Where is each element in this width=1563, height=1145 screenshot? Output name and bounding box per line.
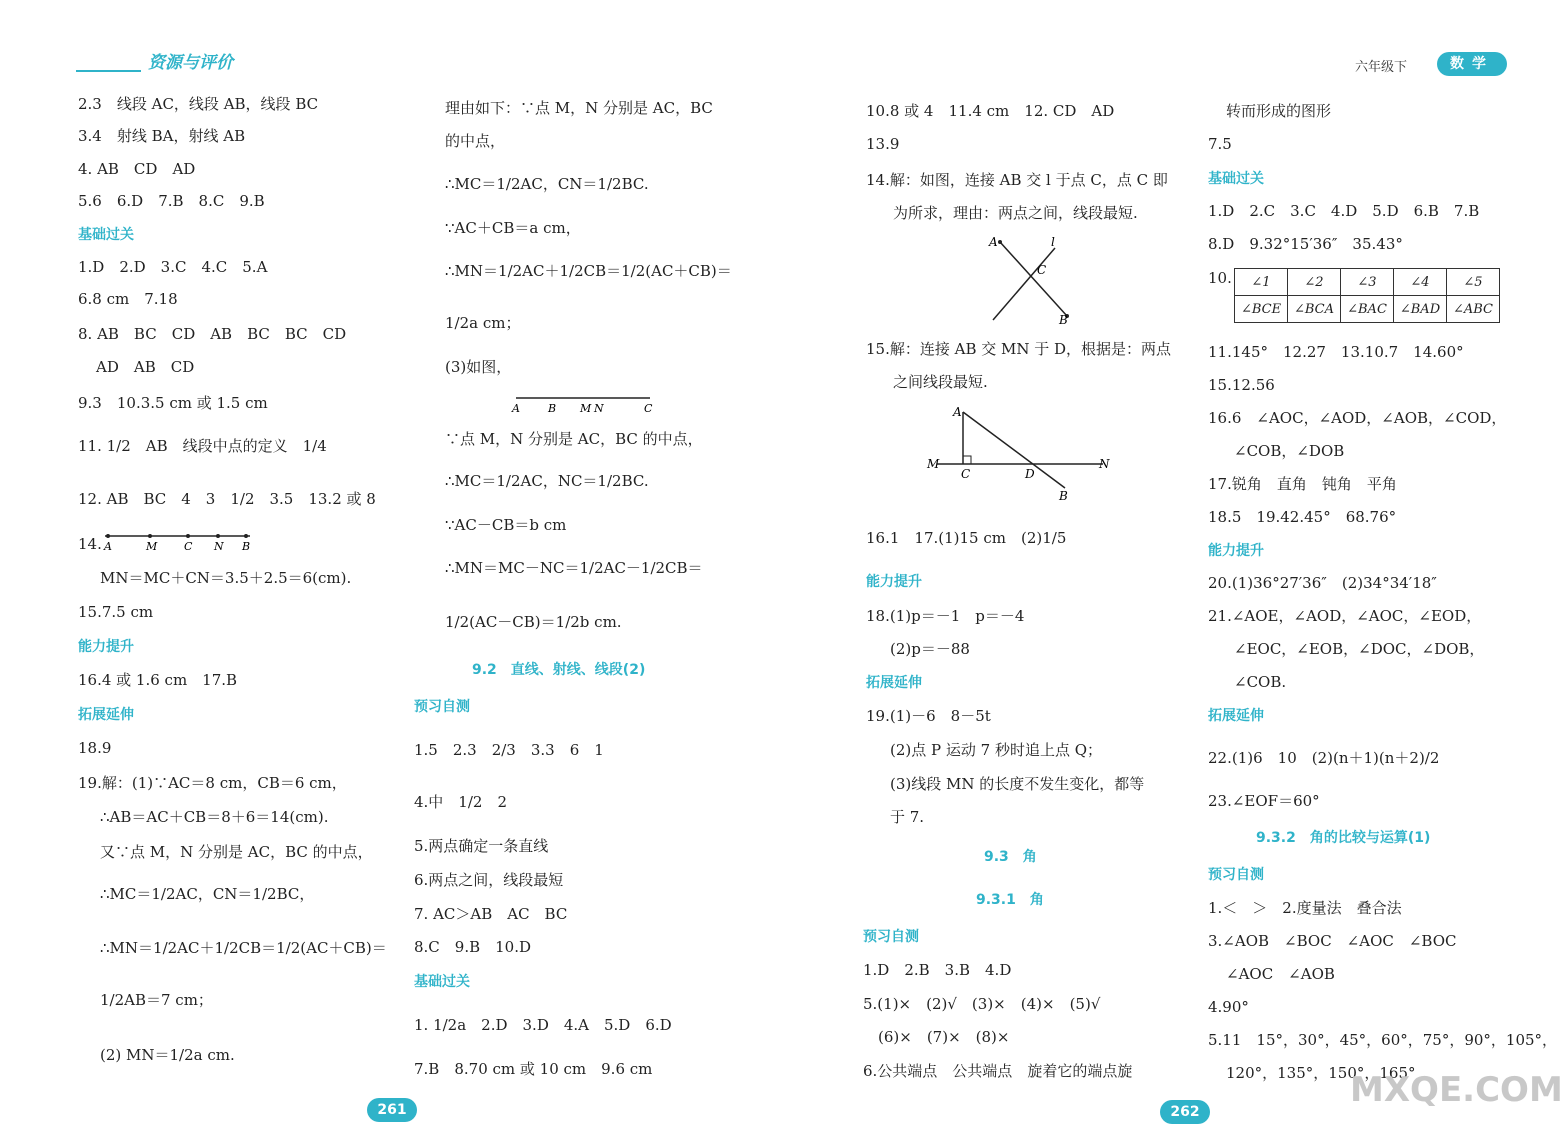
section-title: 9.3.2 角的比较与运算(1) xyxy=(1256,830,1431,846)
answer-line: 18.(1)p＝－1 p＝－4 xyxy=(866,607,1025,625)
answer-line: 19.解：(1)∵AC＝8 cm，CB＝6 cm， xyxy=(78,774,347,792)
answer-line: 1/2(AC－CB)＝1/2b cm. xyxy=(445,613,622,631)
table-row xyxy=(1235,296,1500,323)
figure-14 xyxy=(985,232,1085,328)
answer-line: ∠EOC，∠EOB，∠DOC，∠DOB， xyxy=(1234,640,1485,658)
answer-line: 1.D 2.D 3.C 4.C 5.A xyxy=(78,258,268,276)
answer-line: 16.6 ∠AOC，∠AOD，∠AOB，∠COD， xyxy=(1208,409,1507,427)
answer-line: 8. AB BC CD AB BC BC CD xyxy=(78,325,347,343)
answer-line: MN＝MC＋CN＝3.5＋2.5＝6(cm). xyxy=(100,569,352,587)
answer-line: ∵AC＋CB＝a cm， xyxy=(445,219,581,237)
point-label: A xyxy=(512,402,520,415)
table-cell: ∠5 xyxy=(1447,269,1500,296)
angle-table xyxy=(1234,268,1500,323)
section-heading: 预习自测 xyxy=(1208,867,1264,883)
table-cell: ∠BCE xyxy=(1235,296,1288,323)
section-heading: 拓展延伸 xyxy=(78,707,134,723)
section-heading: 拓展延伸 xyxy=(1208,708,1264,724)
subject-badge: 数学 xyxy=(1437,52,1507,76)
answer-line: 20.(1)36°27′36″ (2)34°34′18″ xyxy=(1208,574,1437,592)
point-label: l xyxy=(1051,235,1055,249)
point-label: B xyxy=(242,540,251,553)
table-cell: ∠1 xyxy=(1235,269,1288,296)
section-heading: 能力提升 xyxy=(1208,543,1264,559)
answer-line: 11. 1/2 AB 线段中点的定义 1/4 xyxy=(78,437,327,455)
table-cell: ∠BAC xyxy=(1341,296,1394,323)
answer-line: 10. xyxy=(1208,269,1232,287)
section-title: 9.2 直线、射线、线段(2) xyxy=(472,662,646,678)
answer-line: 10.8 或 4 11.4 cm 12. CD AD xyxy=(866,102,1115,120)
answer-line: 于 7. xyxy=(890,808,925,826)
answer-line: ∴MC＝1/2AC，CN＝1/2BC. xyxy=(445,175,649,193)
answer-line: 23.∠EOF＝60° xyxy=(1208,792,1320,810)
point-label: N xyxy=(594,402,604,415)
table-cell: ∠BAD xyxy=(1394,296,1447,323)
answer-line: (2)p＝－88 xyxy=(890,640,970,658)
answer-line: (3)如图， xyxy=(445,358,512,376)
answer-line: 19.(1)－6 8－5t xyxy=(866,707,991,725)
section-title: 9.3.1 角 xyxy=(976,892,1044,908)
point-label: A xyxy=(989,235,998,249)
answer-line: (2) MN＝1/2a cm. xyxy=(100,1046,235,1064)
answer-line: 5.11 15°，30°，45°，60°，75°，90°，105°， xyxy=(1208,1031,1558,1049)
point-label: M xyxy=(146,540,158,553)
point-label: N xyxy=(214,540,224,553)
point-label: A xyxy=(953,405,962,419)
answer-line: ∵点 M，N 分别是 AC，BC 的中点， xyxy=(445,430,703,448)
answer-line: 18.9 xyxy=(78,739,112,757)
section-heading: 基础过关 xyxy=(78,227,134,243)
answer-line: 21.∠AOE，∠AOD，∠AOC，∠EOD， xyxy=(1208,607,1482,625)
answer-line: ∠AOC ∠AOB xyxy=(1226,965,1335,983)
section-heading: 预习自测 xyxy=(863,929,919,945)
answer-line: 1.5 2.3 2/3 3.3 6 1 xyxy=(414,741,604,759)
answer-line: 又∵点 M，N 分别是 AC，BC 的中点， xyxy=(100,843,373,861)
point-label: M xyxy=(580,402,592,415)
answer-line: 17.锐角 直角 钝角 平角 xyxy=(1208,475,1397,493)
grade-label: 六年级下 xyxy=(1355,60,1408,75)
answer-line: 5.两点确定一条直线 xyxy=(414,837,549,855)
point-label: M xyxy=(927,457,940,471)
answer-line: ∴MN＝1/2AC＋1/2CB＝1/2(AC＋CB)＝ xyxy=(100,939,387,957)
section-heading: 拓展延伸 xyxy=(866,675,922,691)
point-label: B xyxy=(1059,489,1068,503)
answer-line: 1. 1/2a 2.D 3.D 4.A 5.D 6.D xyxy=(414,1016,672,1034)
answer-line: 2.3 线段 AC，线段 AB，线段 BC xyxy=(78,95,319,113)
answer-line: 的中点， xyxy=(445,132,506,150)
answer-line: 12. AB BC 4 3 1/2 3.5 13.2 或 8 xyxy=(78,490,376,508)
header-title: 资源与评价 xyxy=(148,53,233,73)
point-label: C xyxy=(1037,263,1047,277)
answer-line: 3.∠AOB ∠BOC ∠AOC ∠BOC xyxy=(1208,932,1457,950)
table-cell: ∠BCA xyxy=(1288,296,1341,323)
point-label: N xyxy=(1099,457,1110,471)
answer-line: 理由如下：∵点 M，N 分别是 AC，BC xyxy=(445,99,713,117)
section-heading: 基础过关 xyxy=(1208,171,1264,187)
answer-line: 15.7.5 cm xyxy=(78,603,154,621)
answer-line: ∴AB＝AC＋CB＝8＋6＝14(cm). xyxy=(100,808,329,826)
answer-line: 8.C 9.B 10.D xyxy=(414,938,532,956)
figure-15 xyxy=(925,402,1115,504)
answer-line: 18.5 19.42.45° 68.76° xyxy=(1208,508,1397,526)
answer-line: (2)点 P 运动 7 秒时追上点 Q； xyxy=(890,741,1103,759)
answer-line: (3)线段 MN 的长度不发生变化，都等 xyxy=(890,775,1145,793)
answer-line: 4.中 1/2 2 xyxy=(414,793,507,811)
answer-line: 4.90° xyxy=(1208,998,1249,1016)
answer-line: 6.公共端点 公共端点 旋着它的端点旋 xyxy=(863,1062,1133,1080)
answer-line: 22.(1)6 10 (2)(n＋1)(n＋2)/2 xyxy=(1208,749,1440,767)
point-label: A xyxy=(104,540,112,553)
section-heading: 基础过关 xyxy=(414,974,470,990)
answer-line: 6.两点之间，线段最短 xyxy=(414,871,564,889)
point-label: C xyxy=(184,540,193,553)
answer-line: 15.12.56 xyxy=(1208,376,1275,394)
answer-line: 1/2AB＝7 cm； xyxy=(100,991,213,1009)
answer-line: 14. xyxy=(78,535,102,553)
answer-line: 8.D 9.32°15′36″ 35.43° xyxy=(1208,235,1403,253)
point-label: D xyxy=(1025,467,1035,481)
section-heading: 预习自测 xyxy=(414,699,470,715)
answer-line: 1.D 2.B 3.B 4.D xyxy=(863,961,1012,979)
answer-line: ∵AC－CB＝b cm xyxy=(445,516,567,534)
table-cell: ∠ABC xyxy=(1447,296,1500,323)
point-label: B xyxy=(1059,313,1068,327)
answer-line: 16.4 或 1.6 cm 17.B xyxy=(78,671,238,689)
answer-line: (6)× (7)× (8)× xyxy=(878,1028,1010,1046)
section-heading: 能力提升 xyxy=(866,574,922,590)
answer-line: 1.D 2.C 3.C 4.D 5.D 6.B 7.B xyxy=(1208,202,1480,220)
answer-line: 11.145° 12.27 13.10.7 14.60° xyxy=(1208,343,1464,361)
point-label: C xyxy=(961,467,971,481)
answer-line: 15.解：连接 AB 交 MN 于 D，根据是：两点 xyxy=(866,340,1172,358)
watermark: MXQE.COM xyxy=(1350,1070,1563,1110)
answer-line: 120°，135°，150°，165° xyxy=(1226,1064,1416,1082)
answer-line: 14.解：如图，连接 AB 交 l 于点 C，点 C 即 xyxy=(866,171,1168,189)
answer-line: 为所求，理由：两点之间，线段最短. xyxy=(893,204,1138,222)
segment-figure-3 xyxy=(508,390,658,418)
answer-line: ∠COB. xyxy=(1234,673,1287,691)
answer-line: 9.3 10.3.5 cm 或 1.5 cm xyxy=(78,394,268,412)
header-rule xyxy=(76,70,141,72)
table-header-row xyxy=(1235,269,1500,296)
answer-line: 7. AC＞AB AC BC xyxy=(414,905,568,923)
answer-line: AD AB CD xyxy=(96,358,195,376)
page-number-right: 262 xyxy=(1160,1100,1210,1124)
segment-figure-14 xyxy=(100,528,260,556)
point-label: C xyxy=(644,402,653,415)
answer-line: 5.6 6.D 7.B 8.C 9.B xyxy=(78,192,265,210)
answer-line: ∴MN＝MC－NC＝1/2AC－1/2CB＝ xyxy=(445,559,703,577)
answer-line: 16.1 17.(1)15 cm (2)1/5 xyxy=(866,529,1067,547)
answer-line: ∴MN＝1/2AC＋1/2CB＝1/2(AC＋CB)＝ xyxy=(445,262,732,280)
answer-line: ∴MC＝1/2AC，CN＝1/2BC， xyxy=(100,885,315,903)
answer-line: 6.8 cm 7.18 xyxy=(78,290,178,308)
answer-line: 4. AB CD AD xyxy=(78,160,196,178)
answer-line: 转而形成的图形 xyxy=(1226,102,1332,120)
answer-line: ∴MC＝1/2AC，NC＝1/2BC. xyxy=(445,472,649,490)
table-cell: ∠2 xyxy=(1288,269,1341,296)
point-label: B xyxy=(548,402,557,415)
page-number-left: 261 xyxy=(367,1098,417,1122)
answer-line: 1/2a cm； xyxy=(445,314,521,332)
answer-line: 7.5 xyxy=(1208,135,1232,153)
answer-line: 13.9 xyxy=(866,135,900,153)
answer-line: 1.＜ ＞ 2.度量法 叠合法 xyxy=(1208,899,1402,917)
answer-line: 之间线段最短. xyxy=(893,373,988,391)
table-cell: ∠4 xyxy=(1394,269,1447,296)
section-heading: 能力提升 xyxy=(78,639,134,655)
section-title: 9.3 角 xyxy=(984,849,1037,865)
table-cell: ∠3 xyxy=(1341,269,1394,296)
answer-line: 3.4 射线 BA，射线 AB xyxy=(78,127,246,145)
answer-line: 5.(1)× (2)√ (3)× (4)× (5)√ xyxy=(863,995,1101,1013)
answer-line: ∠COB，∠DOB xyxy=(1234,442,1345,460)
answer-line: 7.B 8.70 cm 或 10 cm 9.6 cm xyxy=(414,1060,653,1078)
